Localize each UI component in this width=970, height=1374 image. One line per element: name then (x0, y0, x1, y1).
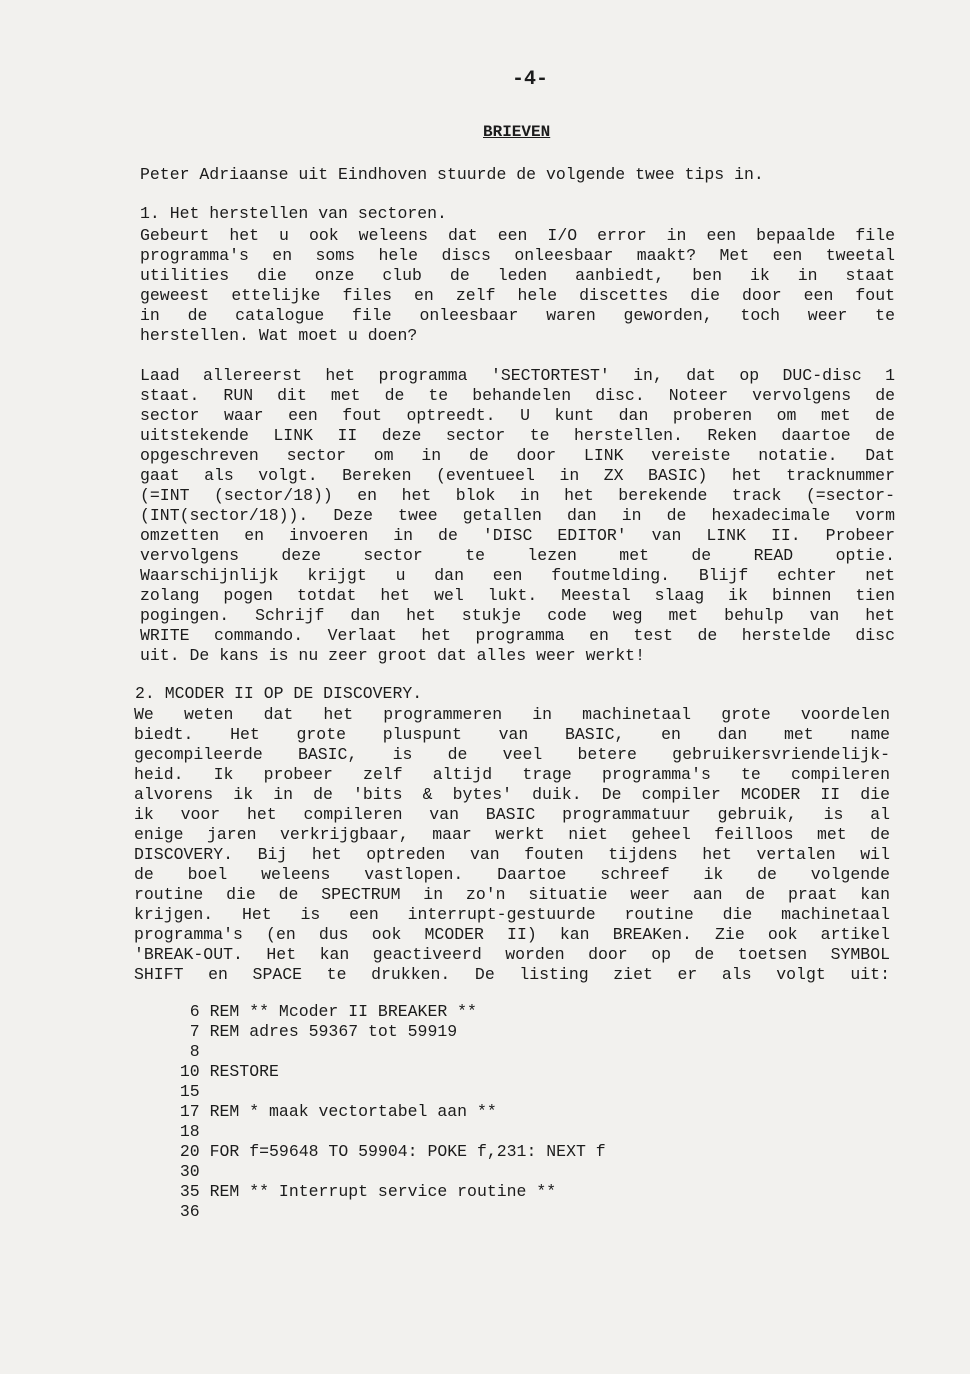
listing-line: 35 REM ** Interrupt service routine ** (170, 1182, 557, 1201)
tip1-para2-line: staat. RUN dit met de te behandelen disc. Noteer vervolgens de (140, 386, 895, 405)
listing-line: 17 REM * maak vectortabel aan ** (170, 1102, 497, 1121)
tip2-para-line: SHIFT en SPACE te drukken. De listing ziet er als volgt uit: (134, 965, 890, 984)
listing-line: 15 (170, 1082, 200, 1101)
tip2-para-line: ik voor het compileren van BASIC programmatuur gebruik, is al (134, 805, 890, 824)
listing-line: 8 (170, 1042, 200, 1061)
tip1-para2-line: WRITE commando. Verlaat het programma en test de herstelde disc (140, 626, 895, 645)
listing-line: 6 REM ** Mcoder II BREAKER ** (170, 1002, 477, 1021)
tip1-para1-line: herstellen. Wat moet u doen? (140, 326, 418, 345)
tip2-para-line: alvorens ik in de 'bits & bytes' duik. De compiler MCODER II die (134, 785, 890, 804)
tip1-para1-line: utilities die onze club de leden aanbiedt, ben ik in staat (140, 266, 895, 285)
tip1-para1-line: Gebeurt het u ook weleens dat een I/O error in een bepaalde file (140, 226, 895, 245)
tip1-para2-line: (=INT (sector/18)) en het blok in het berekende track (=sector- (140, 486, 895, 505)
tip1-para2-line: Waarschijnlijk krijgt u dan een foutmelding. Blijf echter net (140, 566, 895, 585)
tip1-para1-line: in de catalogue file onleesbaar waren geworden, toch weer te (140, 306, 895, 325)
listing-line: 30 (170, 1162, 200, 1181)
tip2-para-line: krijgen. Het is een interrupt-gestuurde routine die machinetaal (134, 905, 890, 924)
listing-line: 7 REM adres 59367 tot 59919 (170, 1022, 458, 1041)
tip2-para-line: heid. Ik probeer zelf altijd trage programma's te compileren (134, 765, 890, 784)
listing-line: 10 RESTORE (170, 1062, 279, 1081)
tip1-para2-line: omzetten en invoeren in de 'DISC EDITOR' van LINK II. Probeer (140, 526, 895, 545)
tip2-para-line: routine die de SPECTRUM in zo'n situatie weer aan de praat kan (134, 885, 890, 904)
tip2-heading: 2. MCODER II OP DE DISCOVERY. (135, 684, 423, 703)
tip2-para-line: de boel weleens vastlopen. Daartoe schreef ik de volgende (134, 865, 890, 884)
tip1-para2-line: pogingen. Schrijf dan het stukje code weg met behulp van het (140, 606, 895, 625)
tip2-para-line: biedt. Het grote pluspunt van BASIC, en dan met name (134, 725, 890, 744)
tip1-para2-line: gaat als volgt. Bereken (eventueel in ZX BASIC) het tracknummer (140, 466, 895, 485)
listing-line: 20 FOR f=59648 TO 59904: POKE f,231: NEXT f (170, 1142, 606, 1161)
tip1-heading: 1. Het herstellen van sectoren. (140, 204, 447, 223)
tip1-para2-line: Laad allereerst het programma 'SECTORTEST' in, dat op DUC-disc 1 (140, 366, 895, 385)
tip1-para2-line: vervolgens deze sector te lezen met de READ optie. (140, 546, 895, 565)
tip1-para2-line: opgeschreven sector om in de door LINK vereiste notatie. Dat (140, 446, 895, 465)
tip2-para-line: enige jaren verkrijgbaar, maar werkt niet geheel feilloos met de (134, 825, 890, 844)
page-number: -4- (511, 68, 548, 91)
tip1-para1-line: programma's en soms hele discs onleesbaar maakt? Met een tweetal (140, 246, 895, 265)
tip1-para2-line: uitstekende LINK II deze sector te herstellen. Reken daartoe de (140, 426, 895, 445)
tip1-para2-line: uit. De kans is nu zeer groot dat alles weer werkt! (140, 646, 645, 665)
tip2-para-line: 'BREAK-OUT. Het kan geactiveerd worden door op de toetsen SYMBOL (134, 945, 890, 964)
intro-paragraph: Peter Adriaanse uit Eindhoven stuurde de volgende twee tips in. (140, 165, 764, 184)
tip2-para-line: We weten dat het programmeren in machinetaal grote voordelen (134, 705, 890, 724)
tip1-para2-line: zolang pogen totdat het wel lukt. Meestal slaag ik binnen tien (140, 586, 895, 605)
listing-line: 18 (170, 1122, 200, 1141)
tip2-para-line: programma's (en dus ook MCODER II) kan BREAKen. Zie ook artikel (134, 925, 890, 944)
tip2-para-line: DISCOVERY. Bij het optreden van fouten tijdens het vertalen wil (134, 845, 890, 864)
tip1-para2-line: (INT(sector/18)). Deze twee getallen dan in de hexadecimale vorm (140, 506, 895, 525)
listing-line: 36 (170, 1202, 200, 1221)
tip2-para-line: gecompileerde BASIC, is de veel betere gebruikersvriendelijk- (134, 745, 890, 764)
tip1-para2-line: sector waar een fout optreedt. U kunt dan proberen om met de (140, 406, 895, 425)
page-title: BRIEVEN (483, 123, 551, 141)
tip1-para1-line: geweest ettelijke files en zelf hele discettes die door een fout (140, 286, 895, 305)
